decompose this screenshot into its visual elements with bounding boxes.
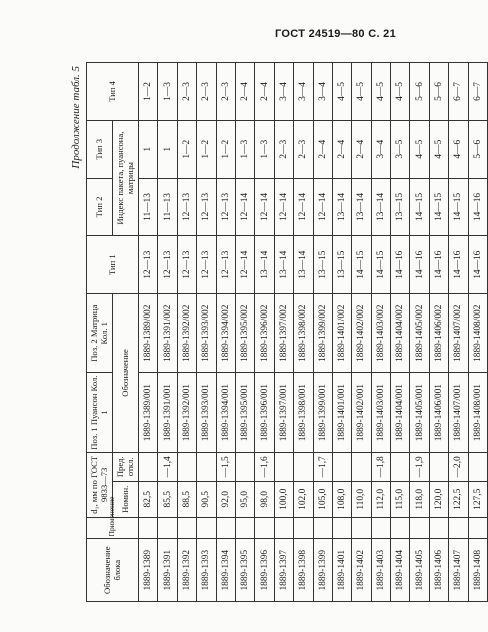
cell-usage	[410, 517, 429, 539]
cell-die: 1889-1391/002	[158, 294, 177, 373]
cell-type2: 11—13	[158, 178, 177, 236]
cell-limit	[197, 452, 216, 481]
cell-usage	[468, 517, 487, 539]
cell-usage	[449, 517, 468, 539]
header-pos2: Поз. 2 Матрица Кол. 1	[87, 294, 113, 373]
cell-usage	[255, 517, 274, 539]
cell-type3: 2—4	[313, 120, 332, 178]
cell-nominal: 88,5	[177, 481, 196, 517]
cell-usage	[274, 517, 293, 539]
cell-punch: 1889-1392/001	[177, 373, 196, 452]
cell-designation: 1889-1406	[429, 539, 448, 602]
cell-usage	[216, 517, 235, 539]
cell-nominal: 92,0	[216, 481, 235, 517]
cell-die: 1889-1392/002	[177, 294, 196, 373]
cell-type1: 14—16	[468, 236, 487, 294]
cell-die: 1889-1405/002	[410, 294, 429, 373]
cell-type3: 2—3	[274, 120, 293, 178]
cell-die: 1889-1407/002	[449, 294, 468, 373]
cell-type4: 3—4	[313, 63, 332, 121]
cell-limit: —1,5	[216, 452, 235, 481]
table-row	[371, 63, 390, 602]
cell-limit	[139, 452, 158, 481]
cell-designation: 1889-1401	[332, 539, 351, 602]
cell-type1: 13—14	[294, 236, 313, 294]
cell-usage	[177, 517, 196, 539]
header-type1: Тип 1	[87, 236, 139, 294]
cell-type4: 4—5	[371, 63, 390, 121]
cell-designation: 1889-1407	[449, 539, 468, 602]
cell-type1: 12—13	[158, 236, 177, 294]
cell-die: 1889-1404/002	[391, 294, 410, 373]
header-type4: Тип 4	[87, 63, 139, 121]
cell-type4: 5—6	[429, 63, 448, 121]
cell-type3: 1—2	[177, 120, 196, 178]
cell-type4: 1—3	[158, 63, 177, 121]
cell-nominal: 108,0	[332, 481, 351, 517]
cell-designation: 1889-1391	[158, 539, 177, 602]
cell-type2: 12—14	[274, 178, 293, 236]
cell-nominal: 105,0	[313, 481, 332, 517]
cell-limit: —1,9	[410, 452, 429, 481]
cell-limit	[294, 452, 313, 481]
cell-nominal: 90,5	[197, 481, 216, 517]
cell-type2: 14—15	[429, 178, 448, 236]
header-nominal: Номин.	[113, 481, 139, 517]
cell-punch: 1889-1405/001	[410, 373, 429, 452]
cell-limit	[274, 452, 293, 481]
cell-punch: 1889-1399/001	[313, 373, 332, 452]
cell-nominal: 127,5	[468, 481, 487, 517]
rotated-table-block	[70, 62, 483, 602]
cell-nominal: 100,0	[274, 481, 293, 517]
table-row	[410, 63, 429, 602]
cell-limit	[391, 452, 410, 481]
cell-punch: 1889-1397/001	[274, 373, 293, 452]
cell-type1: 13—14	[274, 236, 293, 294]
cell-die: 1889-1398/002	[294, 294, 313, 373]
cell-type3: 5—6	[468, 120, 487, 178]
cell-usage	[429, 517, 448, 539]
cell-nominal: 110,0	[352, 481, 371, 517]
cell-designation: 1889-1402	[352, 539, 371, 602]
cell-designation: 1889-1405	[410, 539, 429, 602]
cell-designation: 1889-1399	[313, 539, 332, 602]
cell-type2: 12—14	[255, 178, 274, 236]
cell-type1: 14—16	[391, 236, 410, 294]
cell-nominal: 85,5	[158, 481, 177, 517]
table-row	[197, 63, 216, 602]
cell-nominal: 102,0	[294, 481, 313, 517]
cell-type4: 3—4	[294, 63, 313, 121]
table-row	[139, 63, 158, 602]
header-oboznachenie: Обозначение	[113, 294, 139, 453]
cell-type3: 2—3	[294, 120, 313, 178]
cell-designation: 1889-1408	[468, 539, 487, 602]
cell-designation: 1889-1389	[139, 539, 158, 602]
cell-type2: 13—15	[391, 178, 410, 236]
cell-usage	[197, 517, 216, 539]
table-row	[332, 63, 351, 602]
cell-type2: 14—15	[410, 178, 429, 236]
cell-punch: 1889-1389/001	[139, 373, 158, 452]
cell-type4: 2—4	[255, 63, 274, 121]
cell-limit	[468, 452, 487, 481]
cell-limit	[332, 452, 351, 481]
cell-limit	[235, 452, 254, 481]
cell-die: 1889-1403/002	[371, 294, 390, 373]
header-designation: Обозначение блока	[87, 539, 139, 602]
cell-type1: 13—14	[255, 236, 274, 294]
table-row	[294, 63, 313, 602]
table-row	[429, 63, 448, 602]
cell-type1: 13—15	[332, 236, 351, 294]
cell-nominal: 118,0	[410, 481, 429, 517]
cell-type1: 12—14	[235, 236, 254, 294]
cell-usage	[139, 517, 158, 539]
cell-designation: 1889-1394	[216, 539, 235, 602]
cell-punch: 1889-1407/001	[449, 373, 468, 452]
cell-die: 1889-1393/002	[197, 294, 216, 373]
cell-designation: 1889-1397	[274, 539, 293, 602]
cell-type4: 4—5	[332, 63, 351, 121]
cell-limit: —1,6	[255, 452, 274, 481]
cell-punch: 1889-1403/001	[371, 373, 390, 452]
cell-type2: 12—14	[235, 178, 254, 236]
cell-usage	[391, 517, 410, 539]
cell-type2: 12—14	[313, 178, 332, 236]
cell-type2: 12—14	[294, 178, 313, 236]
cell-type2: 12—13	[177, 178, 196, 236]
table-row	[158, 63, 177, 602]
cell-punch: 1889-1393/001	[197, 373, 216, 452]
table-row	[468, 63, 487, 602]
cell-type4: 3—4	[274, 63, 293, 121]
cell-nominal: 122,5	[449, 481, 468, 517]
cell-type2: 13—14	[371, 178, 390, 236]
continuation-label: Продолжение табл. 5	[70, 66, 82, 169]
header-usage: Применение	[87, 517, 139, 539]
cell-nominal: 82,5	[139, 481, 158, 517]
cell-type3: 2—4	[352, 120, 371, 178]
cell-designation: 1889-1396	[255, 539, 274, 602]
cell-type3: 4—6	[449, 120, 468, 178]
cell-type2: 12—13	[197, 178, 216, 236]
header-limit: Пред. откл.	[113, 452, 139, 481]
cell-limit: —1,7	[313, 452, 332, 481]
cell-die: 1889-1397/002	[274, 294, 293, 373]
cell-type2: 13—14	[352, 178, 371, 236]
cell-type3: 2—4	[332, 120, 351, 178]
cell-designation: 1889-1404	[391, 539, 410, 602]
table-row	[449, 63, 468, 602]
cell-die: 1889-1401/002	[332, 294, 351, 373]
cell-usage	[294, 517, 313, 539]
cell-type1: 14—15	[352, 236, 371, 294]
cell-usage	[371, 517, 390, 539]
cell-limit	[352, 452, 371, 481]
cell-punch: 1889-1398/001	[294, 373, 313, 452]
cell-usage	[352, 517, 371, 539]
cell-die: 1889-1394/002	[216, 294, 235, 373]
cell-type1: 12—13	[139, 236, 158, 294]
cell-punch: 1889-1408/001	[468, 373, 487, 452]
cell-type2: 14—15	[449, 178, 468, 236]
cell-die: 1889-1395/002	[235, 294, 254, 373]
cell-type3: 3—5	[391, 120, 410, 178]
cell-type1: 14—16	[429, 236, 448, 294]
cell-designation: 1889-1395	[235, 539, 254, 602]
cell-type1: 14—15	[371, 236, 390, 294]
cell-usage	[158, 517, 177, 539]
table-row	[177, 63, 196, 602]
cell-punch: 1889-1394/001	[216, 373, 235, 452]
cell-limit: —2,0	[449, 452, 468, 481]
cell-type3: 1	[139, 120, 158, 178]
table-row	[352, 63, 371, 602]
cell-type4: 2—3	[177, 63, 196, 121]
cell-punch: 1889-1401/001	[332, 373, 351, 452]
cell-punch: 1889-1404/001	[391, 373, 410, 452]
cell-die: 1889-1408/002	[468, 294, 487, 373]
cell-nominal: 112,0	[371, 481, 390, 517]
cell-nominal: 115,0	[391, 481, 410, 517]
page-header: ГОСТ 24519—80 С. 21	[275, 28, 396, 40]
cell-type2: 14—16	[468, 178, 487, 236]
cell-type2: 12—13	[216, 178, 235, 236]
cell-type4: 6—7	[449, 63, 468, 121]
table-row	[235, 63, 254, 602]
cell-type3: 1—2	[216, 120, 235, 178]
table-row	[391, 63, 410, 602]
table-row	[313, 63, 332, 602]
cell-punch: 1889-1406/001	[429, 373, 448, 452]
cell-type1: 13—15	[313, 236, 332, 294]
cell-type4: 2—3	[216, 63, 235, 121]
cell-type4: 5—6	[410, 63, 429, 121]
header-index-group: Индекс пакета, пуансона, матрицы	[113, 120, 139, 235]
header-type3: Тип 3	[87, 120, 113, 178]
cell-type2: 11—13	[139, 178, 158, 236]
table-row	[216, 63, 235, 602]
cell-punch: 1889-1395/001	[235, 373, 254, 452]
cell-type3: 4—5	[410, 120, 429, 178]
table-row	[274, 63, 293, 602]
cell-type1: 12—13	[197, 236, 216, 294]
cell-type3: 1—2	[197, 120, 216, 178]
cell-die: 1889-1406/002	[429, 294, 448, 373]
cell-die: 1889-1402/002	[352, 294, 371, 373]
cell-type1: 14—16	[449, 236, 468, 294]
cell-type4: 2—4	[235, 63, 254, 121]
cell-type4: 6—7	[468, 63, 487, 121]
header-type2: Тип 2	[87, 178, 113, 236]
cell-designation: 1889-1392	[177, 539, 196, 602]
cell-usage	[235, 517, 254, 539]
cell-type4: 4—5	[352, 63, 371, 121]
cell-nominal: 95,0	[235, 481, 254, 517]
cell-type2: 13—14	[332, 178, 351, 236]
cell-limit: —1,4	[158, 452, 177, 481]
cell-type4: 1—2	[139, 63, 158, 121]
cell-punch: 1889-1402/001	[352, 373, 371, 452]
cell-punch: 1889-1391/001	[158, 373, 177, 452]
cell-designation: 1889-1403	[371, 539, 390, 602]
cell-type3: 1—3	[255, 120, 274, 178]
cell-usage	[332, 517, 351, 539]
cell-type1: 14—16	[410, 236, 429, 294]
cell-limit	[429, 452, 448, 481]
cell-designation: 1889-1398	[294, 539, 313, 602]
cell-die: 1889-1396/002	[255, 294, 274, 373]
cell-designation: 1889-1393	[197, 539, 216, 602]
cell-punch: 1889-1396/001	[255, 373, 274, 452]
header-d-group: d₁, мм по ГОСТ 9833—73	[87, 452, 113, 517]
table-row	[255, 63, 274, 602]
header-pos1: Поз. 1 Пуансон Кол. 1	[87, 373, 113, 452]
cell-type4: 2—3	[197, 63, 216, 121]
cell-limit: —1,8	[371, 452, 390, 481]
cell-type3: 1—3	[235, 120, 254, 178]
data-table	[86, 62, 488, 602]
cell-type3: 3—4	[371, 120, 390, 178]
cell-type3: 4—5	[429, 120, 448, 178]
cell-type1: 12—13	[177, 236, 196, 294]
cell-type3: 1	[158, 120, 177, 178]
cell-nominal: 98,0	[255, 481, 274, 517]
cell-nominal: 120,0	[429, 481, 448, 517]
cell-type4: 4—5	[391, 63, 410, 121]
cell-type1: 12—13	[216, 236, 235, 294]
cell-die: 1889-1399/002	[313, 294, 332, 373]
cell-die: 1889-1389/002	[139, 294, 158, 373]
cell-usage	[313, 517, 332, 539]
cell-limit	[177, 452, 196, 481]
